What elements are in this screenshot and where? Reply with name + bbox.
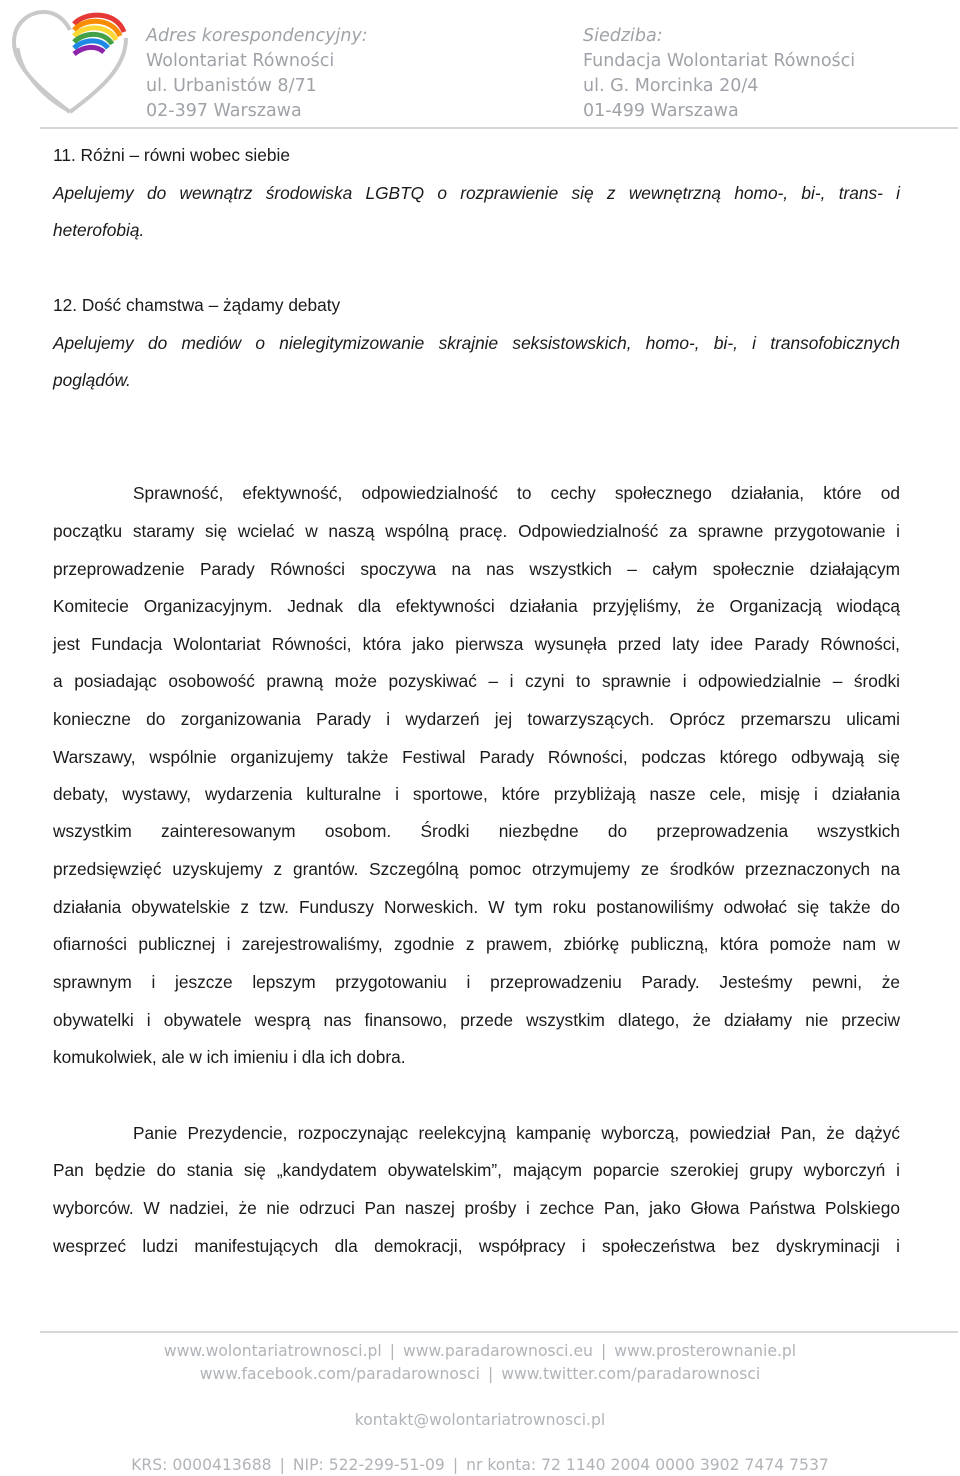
krs-number: KRS: 0000413688: [131, 1456, 272, 1474]
paragraph-line: jest Fundacja Wolontariat Równości, która jako pierwsza wysunęła przed laty idee Parady Równości,: [53, 634, 900, 654]
website-link[interactable]: www.wolontariatrownosci.pl: [163, 1342, 382, 1360]
point-11-heading: 11. Różni – równi wobec siebie: [53, 145, 290, 165]
correspondence-address: [146, 24, 368, 124]
headquarters-address-org: Fundacja Wolontariat Równości: [583, 51, 856, 71]
twitter-link[interactable]: www.twitter.com/paradarownosci: [501, 1365, 761, 1383]
paragraph-line: działania obywatelskie z tzw. Funduszy Norweskich. W tym roku postanowiliśmy odwołać się także do: [53, 897, 900, 917]
email-link[interactable]: kontakt@wolontariatrownosci.pl: [354, 1411, 606, 1429]
footer-separator: |: [452, 1456, 459, 1474]
paragraph-line: wyborców. W nadziei, że nie odrzuci Pan naszej prośby i zechce Pan, jako Głowa Państwa Polskiego: [53, 1198, 900, 1218]
headquarters-address-city: 01-499 Warszawa: [583, 101, 739, 121]
correspondence-address-street: ul. Urbanistów 8/71: [146, 76, 317, 96]
correspondence-address-org: Wolontariat Równości: [146, 51, 335, 71]
wolontariat-rownosci-logo: [8, 8, 132, 120]
footer-websites: [0, 1340, 960, 1362]
point-12-text: Apelujemy do mediów o nielegitymizowanie skrajnie seksistowskich, homo-, bi-, i transofobicznych: [53, 333, 900, 353]
paragraph-line: a posiadając osobowość prawną może pozyskiwać – i czyni to sprawnie i odpowiedzialnie – środki: [53, 671, 900, 691]
paragraph-line: konieczne do zorganizowania Parady i wydarzeń jej towarzyszących. Oprócz przemarszu ulicami: [53, 709, 900, 729]
bank-account: nr konta: 72 1140 2004 0000 3902 7474 7537: [466, 1456, 829, 1474]
header-divider: [40, 127, 958, 129]
paragraph-line: wesprzeć ludzi manifestujących dla demokracji, współpracy i społeczeństwa bez dyskryminacji i: [53, 1236, 900, 1256]
paragraph-line: Sprawność, efektywność, odpowiedzialność to cechy społecznego działania, które od: [133, 483, 900, 503]
paragraph-line: Panie Prezydencie, rozpoczynając reelekcyjną kampanię wyborczą, powiedział Pan, że dążyć: [133, 1123, 900, 1143]
footer-separator: |: [389, 1342, 396, 1360]
paragraph-line: Pan będzie do stania się „kandydatem obywatelskim”, mającym poparcie szerokiej grupy wyborczyń i: [53, 1160, 900, 1180]
paragraph-line: Warszawy, wspólnie organizujemy także Festiwal Parady Równości, podczas którego odbywają się: [53, 747, 900, 767]
correspondence-address-title: Adres korespondencyjny:: [146, 26, 368, 46]
facebook-link[interactable]: www.facebook.com/paradarownosci: [199, 1365, 480, 1383]
point-11-text: heterofobią.: [53, 220, 145, 240]
point-11-text: Apelujemy do wewnątrz środowiska LGBTQ o rozprawienie się z wewnętrzną homo-, bi-, trans- i: [53, 183, 900, 203]
headquarters-address-title: Siedziba:: [583, 26, 663, 46]
point-12-heading: 12. Dość chamstwa – żądamy debaty: [53, 295, 341, 315]
paragraph-line: początku staramy się wcielać w naszą wspólną pracę. Odpowiedzialność za sprawne przygotowanie i: [53, 521, 900, 541]
footer-separator: |: [487, 1365, 494, 1383]
headquarters-address-street: ul. G. Morcinka 20/4: [583, 76, 759, 96]
paragraph-line: Komitecie Organizacyjnym. Jednak dla efektywności działania przyjęliśmy, że Organizacją wiodącą: [53, 596, 900, 616]
paragraph-line: przeprowadzenie Parady Równości spoczywa na nas wszystkich – całym społecznie działającym: [53, 559, 900, 579]
website-link[interactable]: www.paradarownosci.eu: [403, 1342, 593, 1360]
footer-registration: [0, 1454, 960, 1476]
footer-divider: [40, 1331, 958, 1333]
paragraph-line: debaty, wystawy, wydarzenia kulturalne i sportowe, które przybliżają nasze cele, misję i działania: [53, 784, 900, 804]
nip-number: NIP: 522-299-51-09: [292, 1456, 445, 1474]
footer-separator: |: [600, 1342, 607, 1360]
correspondence-address-city: 02-397 Warszawa: [146, 101, 302, 121]
footer-separator: |: [279, 1456, 285, 1474]
footer-email: [0, 1409, 960, 1431]
paragraph-line: wszystkim zainteresowanym osobom. Środki niezbędne do przeprowadzenia wszystkich: [53, 821, 900, 841]
paragraph-line: obywatelki i obywatele wesprą nas finansowo, przede wszystkim dlatego, że działamy nie przeciw: [53, 1010, 900, 1030]
paragraph-line: sprawnym i jeszcze lepszym przygotowaniu i przeprowadzeniu Parady. Jesteśmy pewni, że: [53, 972, 900, 992]
paragraph-line: przedsięwzięć uzyskujemy z grantów. Szczególną pomoc otrzymujemy ze środków przeznaczonych na: [53, 859, 900, 879]
paragraph-line: ofiarności publicznej i zarejestrowaliśmy, zgodnie z prawem, zbiórkę publiczną, która pomoże nam w: [53, 934, 900, 954]
paragraph-line: komukolwiek, ale w ich imieniu i dla ich dobra.: [53, 1047, 406, 1067]
headquarters-address: [583, 24, 855, 124]
footer-social: [0, 1363, 960, 1385]
point-12-text: poglądów.: [53, 370, 131, 390]
website-link[interactable]: www.prosterownanie.pl: [614, 1342, 797, 1360]
